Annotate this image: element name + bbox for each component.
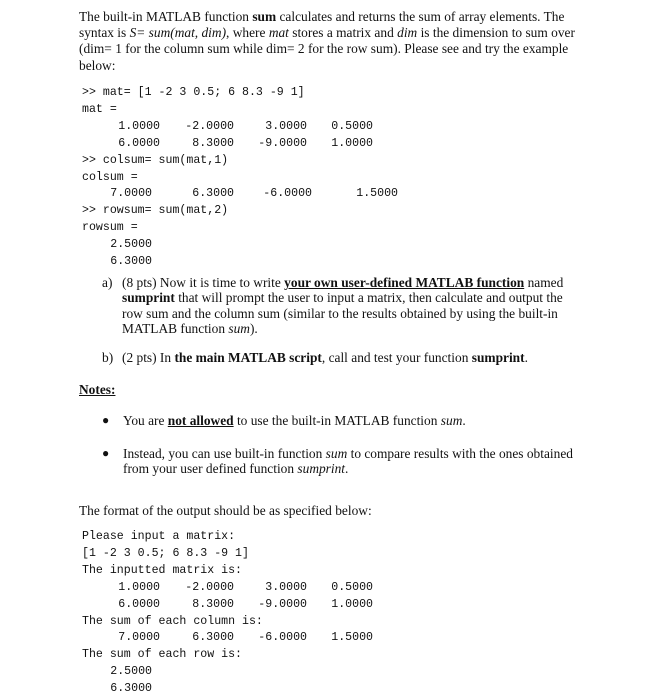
intro-text-1: The built-in MATLAB function bbox=[79, 9, 253, 24]
cmd-rowsum: >> rowsum= sum(mat,2) bbox=[82, 204, 229, 218]
intro-syntax: S= sum(mat, dim) bbox=[129, 25, 227, 41]
cell: 8.3000 bbox=[192, 597, 234, 611]
note-1-text bbox=[123, 413, 592, 428]
qa-text-4: ). bbox=[249, 320, 258, 336]
intro-dim-italic: dim bbox=[397, 25, 418, 41]
cell: 1.5000 bbox=[331, 631, 373, 645]
colsum-label: colsum = bbox=[82, 170, 138, 184]
qb-text-2: , call and test your function bbox=[321, 350, 472, 365]
format-col-label: The sum of each column is: bbox=[82, 614, 263, 628]
note-1-sum-italic: sum bbox=[440, 413, 463, 428]
cell: 2.5000 bbox=[110, 238, 152, 252]
format-row-label: The sum of each row is: bbox=[82, 648, 243, 662]
cell: 0.5000 bbox=[331, 580, 373, 594]
format-input: [1 -2 3 0.5; 6 8.3 -9 1] bbox=[82, 546, 249, 560]
cell: 3.0000 bbox=[265, 119, 307, 133]
note-1-not-allowed: not allowed bbox=[167, 413, 234, 428]
intro-text-2: calculates and returns the sum of array elements. The syntax is bbox=[79, 9, 565, 41]
format-code-block bbox=[82, 529, 373, 698]
qb-main-script: the main MATLAB script bbox=[174, 350, 322, 365]
cell: 6.3000 bbox=[192, 187, 234, 201]
rowsum-label: rowsum = bbox=[82, 221, 138, 235]
rowsum-value bbox=[82, 237, 398, 254]
colsum-row bbox=[82, 186, 398, 203]
cmd-colsum: >> colsum= sum(mat,1) bbox=[82, 153, 229, 167]
intro-sum-bold: sum bbox=[252, 9, 277, 24]
qa-own-function: your own user-defined MATLAB function bbox=[284, 275, 525, 290]
note-2-part: to compare results with the ones obtained from your user defined function bbox=[123, 446, 573, 477]
question-a bbox=[102, 275, 580, 336]
cell: -9.0000 bbox=[258, 136, 307, 150]
mat-row bbox=[82, 119, 398, 136]
bullet-dot-icon: ● bbox=[102, 413, 110, 427]
cell: 7.0000 bbox=[118, 631, 160, 645]
mat-label: mat = bbox=[82, 102, 117, 116]
cell: 1.0000 bbox=[331, 136, 373, 150]
cell: 6.3000 bbox=[110, 255, 152, 269]
question-a-text bbox=[122, 275, 580, 336]
format-col-row bbox=[82, 630, 373, 647]
cell: 6.3000 bbox=[192, 631, 234, 645]
format-mat-row bbox=[82, 580, 373, 597]
intro-paragraph bbox=[79, 9, 579, 74]
bullet-dot-icon: ● bbox=[102, 446, 110, 460]
example-code-block bbox=[82, 85, 398, 271]
format-intro: The format of the output should be as specified below: bbox=[79, 503, 372, 518]
qb-text-1: (2 pts) In bbox=[122, 350, 175, 365]
note-bullet-2 bbox=[102, 446, 592, 477]
note-1-part: . bbox=[462, 413, 466, 428]
qa-text-1: (8 pts) Now it is time to write bbox=[122, 275, 285, 290]
question-b-label: b) bbox=[102, 350, 114, 365]
format-mat-row bbox=[82, 597, 373, 614]
cmd-mat: >> mat= [1 -2 3 0.5; 6 8.3 -9 1] bbox=[82, 86, 305, 99]
mat-row bbox=[82, 136, 398, 153]
qa-text-2: named bbox=[524, 275, 564, 290]
qb-sumprint: sumprint bbox=[471, 350, 525, 365]
note-2-sumprint-italic: sumprint bbox=[297, 461, 346, 477]
qa-sum-italic: sum bbox=[228, 320, 250, 336]
notes-heading: Notes: bbox=[79, 382, 116, 397]
question-b-text bbox=[122, 350, 580, 366]
qa-sumprint: sumprint bbox=[122, 290, 175, 306]
cell: -2.0000 bbox=[185, 580, 234, 594]
note-1-part: You are bbox=[123, 413, 168, 428]
note-1-part: to use the built-in MATLAB function bbox=[233, 413, 441, 428]
cell: -6.0000 bbox=[263, 187, 312, 201]
question-a-label: a) bbox=[102, 275, 113, 290]
note-bullet-1 bbox=[102, 413, 592, 428]
format-row-value bbox=[82, 664, 373, 681]
cell: -9.0000 bbox=[258, 597, 307, 611]
qb-text-3: . bbox=[524, 350, 528, 365]
cell: 6.0000 bbox=[118, 597, 160, 611]
intro-text-3: , where bbox=[226, 25, 269, 41]
format-row-value bbox=[82, 681, 373, 698]
cell: 8.3000 bbox=[192, 136, 234, 150]
cell: 1.5000 bbox=[356, 187, 398, 201]
note-2-part: . bbox=[345, 461, 349, 477]
note-2-text bbox=[123, 446, 592, 477]
rowsum-value bbox=[82, 254, 398, 271]
cell: 6.0000 bbox=[118, 136, 160, 150]
qa-text-3: that will prompt the user to input a matrix, then calculate and output the row sum and the column sum (similar to the results obtained by using the built-in MATLAB function bbox=[122, 290, 563, 336]
cell: 1.0000 bbox=[331, 597, 373, 611]
format-inputted-label: The inputted matrix is: bbox=[82, 563, 243, 577]
format-prompt: Please input a matrix: bbox=[82, 530, 236, 543]
cell: 3.0000 bbox=[265, 580, 307, 594]
cell: 0.5000 bbox=[331, 119, 373, 133]
cell: -2.0000 bbox=[185, 119, 234, 133]
cell: 7.0000 bbox=[110, 187, 152, 201]
question-b bbox=[102, 350, 580, 366]
cell: 6.3000 bbox=[110, 682, 152, 696]
cell: 2.5000 bbox=[110, 665, 152, 679]
intro-text-4: stores a matrix and bbox=[288, 25, 398, 41]
intro-mat-italic: mat bbox=[268, 25, 289, 41]
intro-text-5: is the dimension to sum over (dim= 1 for the column sum while dim= 2 for the row sum). Please see and try the example below: bbox=[79, 25, 575, 73]
cell: 1.0000 bbox=[118, 119, 160, 133]
note-2-part: Instead, you can use built-in function bbox=[123, 446, 326, 461]
cell: 1.0000 bbox=[118, 580, 160, 594]
note-2-sum-italic: sum bbox=[325, 446, 348, 461]
cell: -6.0000 bbox=[258, 631, 307, 645]
